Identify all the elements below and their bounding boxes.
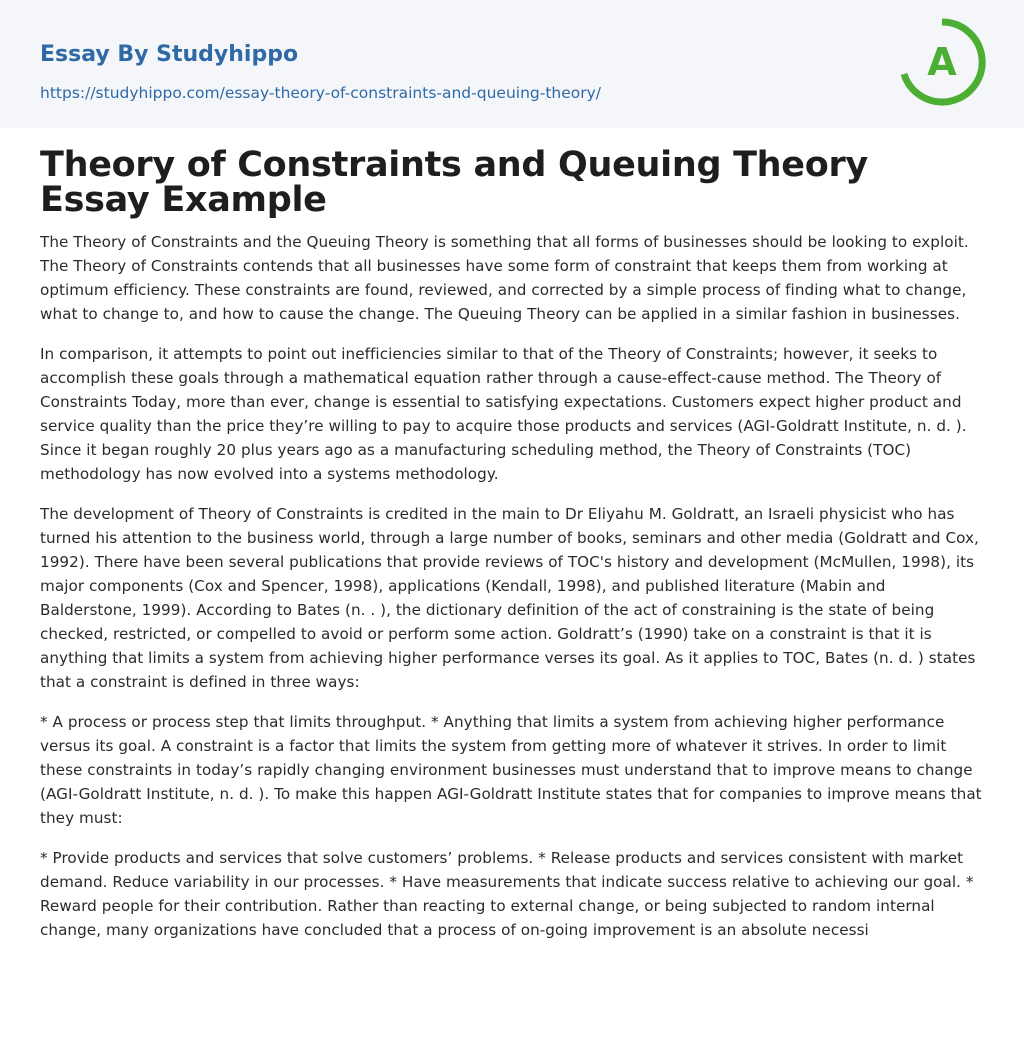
source-url-link[interactable]: https://studyhippo.com/essay-theory-of-constraints-and-queuing-theory/	[40, 84, 602, 102]
page-header	[0, 0, 1024, 128]
circle-letter-a-icon[interactable]	[898, 18, 986, 106]
page-title: Theory of Constraints and Queuing Theory Essay Example	[40, 145, 868, 220]
paragraph: * Provide products and services that solve customers’ problems. * Release products and services consistent with market demand. Reduce variability in our processes. * Have measurements that indicate success relative to achieving our goal. * Reward people for their contribution. Rather than reacting to external change, or being subjected to random internal change, many organizations have concluded that a process of on-going improvement is an absolute necessi	[40, 849, 974, 939]
paragraph: * A process or process step that limits throughput. * Anything that limits a system from achieving higher performance versus its goal. A constraint is a factor that limits the system from getting more of whatever it strives. In order to limit these constraints in today’s rapidly changing environment businesses must understand that to improve means to change (AGI-Goldratt Institute, n. d. ). To make this happen AGI-Goldratt Institute states that for companies to improve means that they must:	[40, 713, 982, 827]
article	[0, 128, 1024, 942]
paragraph: The development of Theory of Constraints is credited in the main to Dr Eliyahu M. Goldratt, an Israeli physicist who has turned his attention to the business world, through a large number of books, seminars and other media (Goldratt and Cox, 1992). There have been several publications that provide reviews of TOC's history and development (McMullen, 1998), its major components (Cox and Spencer, 1998), applications (Kendall, 1998), and published literature (Mabin and Balderstone, 1999). According to Bates (n. . ), the dictionary definition of the act of constraining is the state of being checked, restricted, or compelled to avoid or perform some action. Goldratt’s (1990) take on a constraint is that it is anything that limits a system from achieving higher performance verses its goal. As it applies to TOC, Bates (n. d. ) states that a constraint is defined in three ways:	[40, 505, 979, 691]
brand-title[interactable]: Essay By Studyhippo	[40, 42, 299, 67]
logo-letter: A	[927, 40, 957, 84]
paragraph: In comparison, it attempts to point out inefficiencies similar to that of the Theory of Constraints; however, it seeks to accomplish these goals through a mathematical equation rather through a cause-effect-cause method. The Theory of Constraints Today, more than ever, change is essential to satisfying expectations. Customers expect higher product and service quality than the price they’re willing to pay to acquire those products and services (AGI-Goldratt Institute, n. d. ). Since it began roughly 20 plus years ago as a manufacturing scheduling method, the Theory of Constraints (TOC) methodology has now evolved into a systems methodology.	[40, 345, 967, 483]
paragraph: The Theory of Constraints and the Queuing Theory is something that all forms of businesses should be looking to exploit. The Theory of Constraints contends that all businesses have some form of constraint that keeps them from working at optimum efficiency. These constraints are found, reviewed, and corrected by a simple process of finding what to change, what to change to, and how to cause the change. The Queuing Theory can be applied in a similar fashion in businesses.	[40, 233, 969, 323]
